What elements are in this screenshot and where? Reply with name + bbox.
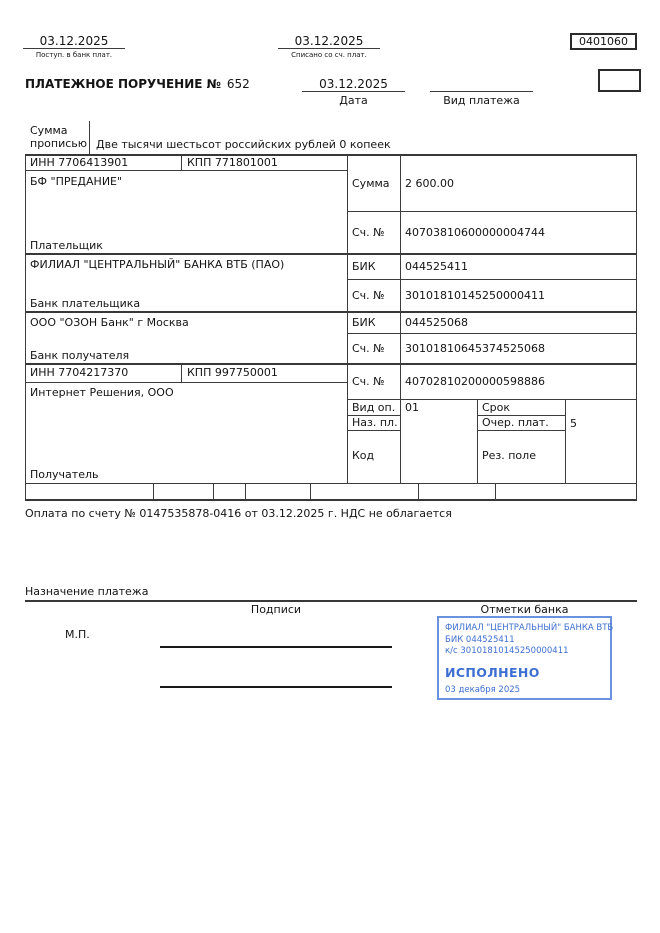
grid-hline <box>25 170 347 171</box>
payee-account: 40702810200000598886 <box>405 375 545 388</box>
doc-title-text: ПЛАТЕЖНОЕ ПОРУЧЕНИЕ № <box>25 77 222 91</box>
payee-name: Интернет Решения, ООО <box>30 386 174 399</box>
payee-bank-bik: 044525068 <box>405 316 468 329</box>
form-code: 0401060 <box>579 35 628 48</box>
payer-bank-account: 30101810145250000411 <box>405 289 545 302</box>
grid-hline <box>347 333 637 334</box>
doc-date-underline <box>302 91 405 92</box>
payee-bank-name: ООО "ОЗОН Банк" г Москва <box>30 316 189 329</box>
payee-bank-label: Банк получателя <box>30 349 130 362</box>
payer-kpp: КПП 771801001 <box>187 156 278 169</box>
stamp-date: 03 декабря 2025 <box>445 684 521 695</box>
op-kind-label: Вид оп. <box>352 401 396 414</box>
grid-vline <box>565 399 566 484</box>
grid-vline <box>347 154 348 484</box>
payment-kind-box <box>598 69 641 92</box>
bank-marks-label: Отметки банка <box>480 603 569 616</box>
payer-account-label: Сч. № <box>352 226 385 239</box>
signature-line <box>160 686 392 688</box>
payee-kpp: КПП 997750001 <box>187 366 278 379</box>
payee-label: Получатель <box>30 468 99 481</box>
grid-vline <box>213 483 214 500</box>
mp-label: М.П. <box>65 628 90 641</box>
grid-vline <box>153 483 154 500</box>
stamp-corr-account: к/с 30101810145250000411 <box>445 646 569 656</box>
grid-vline <box>418 483 419 500</box>
doc-number: 652 <box>226 77 250 91</box>
grid-vline <box>636 154 637 500</box>
signatures-label: Подписи <box>250 603 302 616</box>
grid-hline <box>347 279 637 280</box>
grid-hline <box>347 211 637 212</box>
payer-inn: ИНН 7706413901 <box>30 156 129 169</box>
bank-stamp <box>437 616 612 700</box>
code-label: Код <box>352 449 375 462</box>
payer-bank-account-label: Сч. № <box>352 289 385 302</box>
amount-words-value: Две тысячи шестьсот российских рублей 0 копеек <box>96 138 391 151</box>
priority-label: Очер. плат. <box>482 416 549 429</box>
debit-date-label: Списано со сч. плат. <box>291 51 367 59</box>
pay-purpose-code-label: Наз. пл. <box>352 416 398 429</box>
payee-bank-account: 30101810645374525068 <box>405 342 545 355</box>
payee-inn: ИНН 7704217370 <box>30 366 129 379</box>
stamp-bank-name: ФИЛИАЛ "ЦЕНТРАЛЬНЫЙ" БАНКА ВТБ <box>445 623 614 633</box>
grid-hline <box>25 499 637 501</box>
payee-bank-bik-label: БИК <box>352 316 376 329</box>
grid-hline <box>25 483 637 484</box>
payer-bank-bik-label: БИК <box>352 260 376 273</box>
payment-kind-label: Вид платежа <box>443 94 520 107</box>
payee-bank-account-label: Сч. № <box>352 342 385 355</box>
payer-bank-label: Банк плательщика <box>30 297 141 310</box>
doc-date: 03.12.2025 <box>319 77 388 91</box>
grid-hline <box>25 311 637 313</box>
grid-vline <box>245 483 246 500</box>
signature-line <box>160 646 392 648</box>
grid-hline <box>25 363 637 365</box>
grid-vline <box>25 154 26 500</box>
term-label: Срок <box>482 401 511 414</box>
payer-account: 40703810600000004744 <box>405 226 545 239</box>
payer-bank-bik: 044525411 <box>405 260 468 273</box>
payer-name: БФ "ПРЕДАНИЕ" <box>30 175 123 188</box>
debit-date: 03.12.2025 <box>294 34 364 48</box>
payment-kind-underline <box>430 91 533 92</box>
purpose-label: Назначение платежа <box>25 585 149 598</box>
purpose-text: Оплата по счету № 0147535878-0416 от 03.12.2025 г. НДС не облагается <box>25 507 452 520</box>
op-kind-value: 01 <box>405 401 419 414</box>
sum-value: 2 600.00 <box>405 177 454 190</box>
grid-vline <box>310 483 311 500</box>
grid-hline <box>477 430 565 431</box>
grid-hline <box>347 430 400 431</box>
doc-title <box>25 77 250 91</box>
payer-bank-name: ФИЛИАЛ "ЦЕНТРАЛЬНЫЙ" БАНКА ВТБ (ПАО) <box>30 258 285 271</box>
grid-hline <box>25 253 637 255</box>
debit-date-underline <box>278 48 380 49</box>
receipt-date: 03.12.2025 <box>39 34 109 48</box>
grid-vline <box>181 154 182 171</box>
grid-vline <box>181 363 182 383</box>
form-code-box <box>570 33 637 50</box>
priority-value: 5 <box>570 417 577 430</box>
reserve-field-label: Рез. поле <box>482 449 536 462</box>
stamp-bik: БИК 044525411 <box>445 634 515 645</box>
grid-vline <box>495 483 496 500</box>
receipt-date-label: Поступ. в банк плат. <box>35 51 113 59</box>
sum-label: Сумма <box>352 177 390 190</box>
amount-words-divider <box>89 121 90 155</box>
doc-date-label: Дата <box>339 94 368 107</box>
grid-hline <box>25 382 347 383</box>
payee-account-label: Сч. № <box>352 375 385 388</box>
payer-label: Плательщик <box>30 239 103 252</box>
stamp-status: ИСПОЛНЕНО <box>445 664 540 680</box>
amount-words-label: Сумма прописью <box>30 124 88 150</box>
grid-vline <box>400 154 401 484</box>
grid-vline <box>477 399 478 484</box>
receipt-date-underline <box>23 48 125 49</box>
purpose-underline <box>25 600 637 602</box>
grid-hline <box>347 399 637 400</box>
